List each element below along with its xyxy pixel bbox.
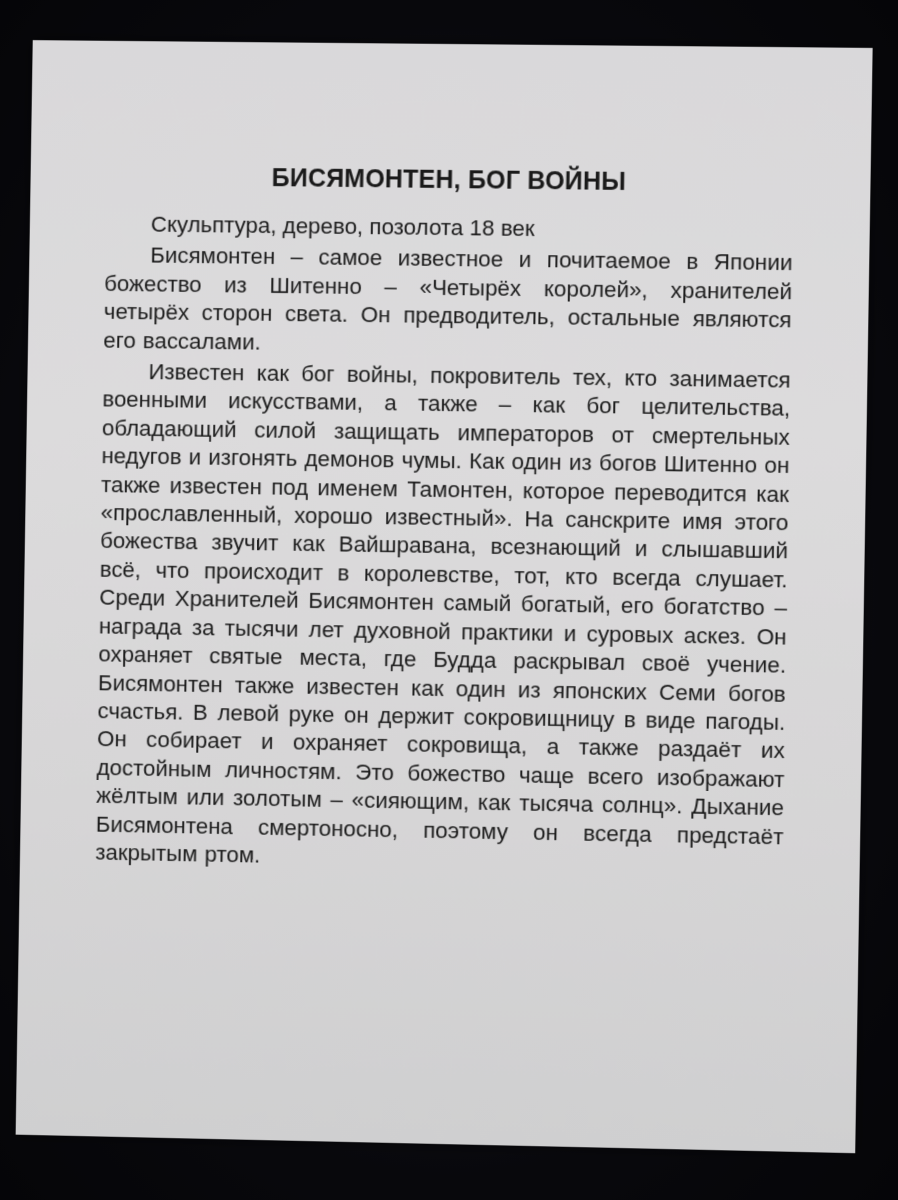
museum-placard [16,40,873,1153]
placard-paragraph-1: Бисямонтен – самое известное и почитаемое в Японии божество из Шитенно – «Четырёх королей», хранителей четырёх сторон света. Он предводитель, остальные являются его вассалами. [103,242,793,355]
placard-title: БИСЯМОНТЕН, БОГ ВОЙНЫ [271,164,627,196]
placard-subtitle: Скульптура, дерево, позолота 18 век [150,211,535,242]
placard-paragraph-2: Известен как бог войны, покровитель тех, кто занимается военными искусствами, а также – как бог целительства, обладающий силой защищать императоров от смертельных недугов и изгонять демонов чумы. Как один из богов Шитенно он также известен под именем Тамонтен, которое переводится как «прославленный, хорошо известный». На санскрите имя этого божества звучит как Вайшравана, всезнающий и слышавший всё, что происходит в королевстве, тот, кто всегда слушает. Среди Хранителей Бисямонтен самый богатый, его богатство – награда за тысячи лет духовной практики и суровых аскез. Он охраняет святые места, где Будда раскрывал своё учение. Бисямонтен также известен как один из японских Семи богов счастья. В левой руке он держит сокровищницу в виде пагоды. Он собирает и охраняет сокровища, а также раздаёт их достойным личностям. Это божество чаще всего изображают жёлтым или золотым – «сияющим, как тысяча солнц». Дыхание Бисямонтена смертоносно, поэтому он всегда предстаёт закрытым ртом. [95,359,791,868]
placard-body [95,210,793,883]
